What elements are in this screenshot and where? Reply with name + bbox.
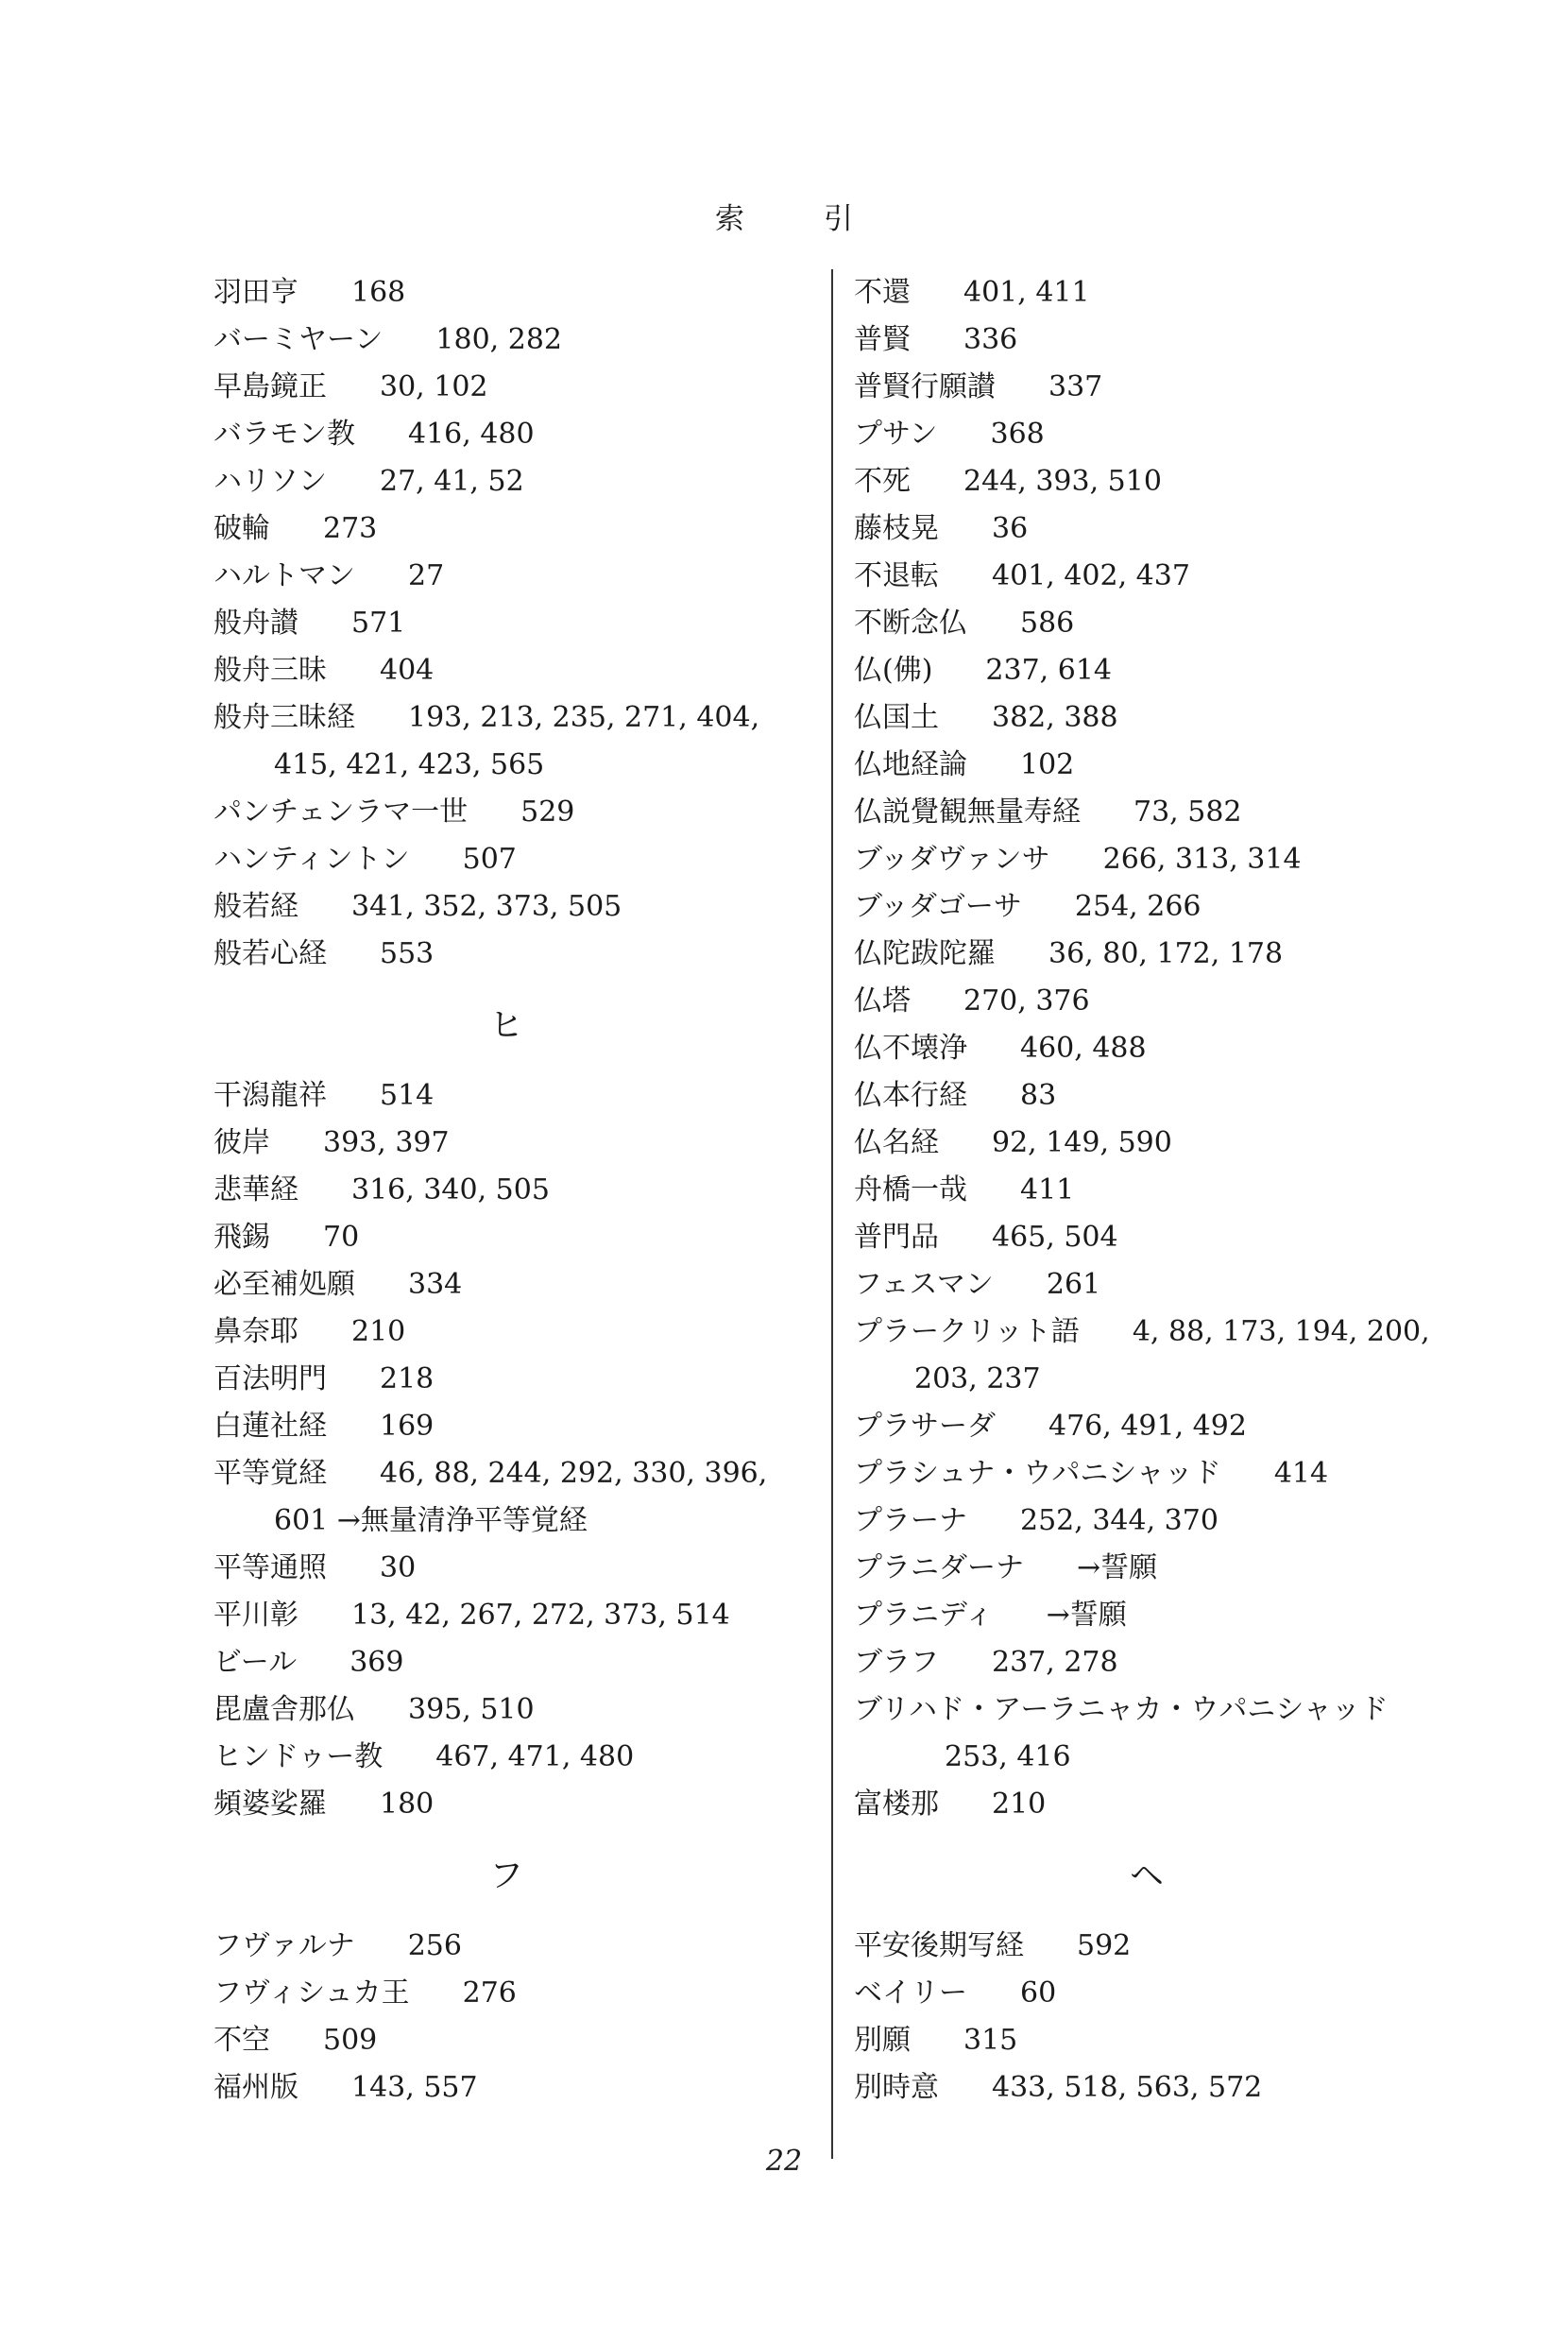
entry-term: ベイリー <box>854 1976 967 2010</box>
page-number: 22 <box>765 2145 803 2178</box>
entry-term: 仏(佛) <box>854 654 933 687</box>
entry-page-refs: 30 <box>380 1551 417 1584</box>
entry-term: 福州版 <box>213 2071 298 2104</box>
entry-term: プラーナ <box>854 1504 967 1537</box>
entry-term: 早島鏡正 <box>213 370 327 403</box>
index-entry <box>854 1450 1515 1497</box>
entry-term: 別時意 <box>854 2071 939 2104</box>
entry-term: パンチェンラマ一世 <box>213 796 469 829</box>
index-entry <box>854 978 1515 1025</box>
index-entry <box>213 317 875 364</box>
entry-page-refs: 467, 471, 480 <box>435 1740 635 1773</box>
entry-continuation: 415, 421, 423, 565 <box>274 748 545 781</box>
section-heading-hi: ヒ <box>488 1006 523 1045</box>
entry-term: 仏説覺観無量寿経 <box>854 796 1081 829</box>
entry-page-refs: →誓願 <box>1077 1551 1158 1584</box>
entry-term: 不還 <box>854 276 911 309</box>
entry-page-refs: 180, 282 <box>435 323 562 356</box>
index-entry <box>854 458 1515 505</box>
entry-term: 舟橋一哉 <box>854 1173 967 1206</box>
entry-page-refs: 571 <box>351 607 406 640</box>
index-entry <box>854 553 1515 600</box>
entry-term: フェスマン <box>854 1268 994 1301</box>
entry-page-refs: 168 <box>351 276 406 309</box>
entry-term: 般若心経 <box>213 937 327 970</box>
index-entry <box>854 2017 1515 2064</box>
index-entry <box>213 1450 875 1545</box>
entry-page-refs: 273 <box>323 512 378 545</box>
index-entry <box>854 1167 1515 1214</box>
entry-page-refs: 254, 266 <box>1074 890 1202 923</box>
entry-page-refs: 36, 80, 172, 178 <box>1048 937 1284 970</box>
entry-term: 飛錫 <box>213 1221 270 1254</box>
entry-page-refs: 237, 614 <box>985 654 1113 687</box>
entry-term: バラモン教 <box>213 418 355 451</box>
entry-term: 頻婆娑羅 <box>213 1788 327 1821</box>
index-entry <box>854 789 1515 836</box>
entry-term: ヒンドゥー教 <box>213 1740 383 1773</box>
index-entry <box>213 1214 875 1261</box>
entry-term: 仏陀跋陀羅 <box>854 937 996 970</box>
index-entry <box>854 317 1515 364</box>
index-entry <box>854 1309 1515 1403</box>
index-entry <box>854 1072 1515 1120</box>
entry-page-refs: 70 <box>323 1221 360 1254</box>
entry-term: プサン <box>854 418 938 451</box>
entry-term: プラークリット語 <box>854 1315 1080 1348</box>
entry-page-refs: 393, 397 <box>323 1126 450 1159</box>
entry-term: 普門品 <box>854 1221 939 1254</box>
entry-continuation: 253, 416 <box>945 1740 1071 1773</box>
entry-list-right-2 <box>854 1923 1515 2112</box>
index-entry <box>213 1592 875 1639</box>
entry-list-left-2 <box>213 1072 875 1828</box>
entry-term: ハルトマン <box>213 559 355 592</box>
index-entry <box>854 364 1515 411</box>
entry-page-refs: 416, 480 <box>408 418 535 451</box>
entry-term: フヴァルナ <box>213 1929 355 1962</box>
entry-page-refs: 592 <box>1077 1929 1132 1962</box>
entry-page-refs: 316, 340, 505 <box>351 1173 550 1206</box>
entry-page-refs: 334 <box>408 1268 463 1301</box>
index-entry <box>213 1545 875 1592</box>
entry-page-refs: 27 <box>408 559 445 592</box>
index-entry <box>213 364 875 411</box>
entry-term: 仏国土 <box>854 701 939 734</box>
entry-term: 悲華経 <box>213 1173 298 1206</box>
index-entry <box>213 553 875 600</box>
entry-page-refs: 315 <box>963 2024 1018 2057</box>
entry-term: 平等覚経 <box>213 1457 327 1490</box>
entry-page-refs: 368 <box>990 418 1045 451</box>
entry-page-refs: 4, 88, 173, 194, 200, <box>1132 1315 1430 1348</box>
index-column-right <box>854 269 1515 2112</box>
index-entry <box>213 789 875 836</box>
index-entry <box>213 1403 875 1450</box>
entry-term: 毘盧舎那仏 <box>213 1693 355 1726</box>
entry-page-refs: 252, 344, 370 <box>1020 1504 1219 1537</box>
index-entry <box>854 600 1515 647</box>
entry-page-refs: 13, 42, 267, 272, 373, 514 <box>351 1599 730 1632</box>
entry-list-right-1 <box>854 269 1515 1828</box>
entry-page-refs: 476, 491, 492 <box>1048 1410 1247 1443</box>
entry-term: 仏塔 <box>854 984 911 1018</box>
index-entry <box>213 883 875 931</box>
index-entry <box>213 1923 875 1970</box>
index-entry <box>854 931 1515 978</box>
entry-term: 般舟三昧 <box>213 654 327 687</box>
index-entry <box>854 1970 1515 2017</box>
entry-continuation: 601 →無量清浄平等覚経 <box>274 1504 588 1537</box>
entry-page-refs: →誓願 <box>1046 1599 1127 1632</box>
index-entry <box>213 1356 875 1403</box>
entry-term: 白蓮社経 <box>213 1410 327 1443</box>
entry-page-refs: 514 <box>380 1079 435 1112</box>
entry-page-refs: 60 <box>1020 1976 1057 2010</box>
index-entry <box>213 458 875 505</box>
entry-term: ハンティントン <box>213 843 410 876</box>
index-entry <box>213 2017 875 2064</box>
index-entry <box>854 411 1515 458</box>
entry-page-refs: 169 <box>380 1410 435 1443</box>
entry-page-refs: 270, 376 <box>963 984 1090 1018</box>
index-column-left <box>213 269 875 2112</box>
index-entry <box>854 2064 1515 2112</box>
entry-page-refs: 529 <box>520 796 575 829</box>
entry-page-refs: 336 <box>963 323 1018 356</box>
entry-page-refs: 401, 411 <box>963 276 1090 309</box>
index-entry <box>854 836 1515 883</box>
index-entry <box>854 1781 1515 1828</box>
entry-term: 普賢 <box>854 323 911 356</box>
entry-term: 鼻奈耶 <box>213 1315 298 1348</box>
entry-page-refs: 404 <box>380 654 435 687</box>
entry-term: 彼岸 <box>213 1126 270 1159</box>
entry-page-refs: 507 <box>462 843 517 876</box>
entry-page-refs: 102 <box>1020 748 1075 781</box>
entry-term: 般若経 <box>213 890 298 923</box>
entry-page-refs: 411 <box>1020 1173 1075 1206</box>
index-entry <box>213 2064 875 2112</box>
entry-page-refs: 256 <box>407 1929 462 1962</box>
index-entry <box>213 1970 875 2017</box>
entry-term: 百法明門 <box>213 1362 327 1395</box>
column-divider <box>831 269 833 2159</box>
entry-page-refs: 266, 313, 314 <box>1102 843 1302 876</box>
entry-term: 仏本行経 <box>854 1079 967 1112</box>
entry-term: 仏地経論 <box>854 748 967 781</box>
entry-page-refs: 73, 582 <box>1133 796 1242 829</box>
index-entry <box>213 1734 875 1781</box>
entry-page-refs: 237, 278 <box>992 1646 1118 1679</box>
index-entry <box>213 1686 875 1734</box>
index-entry <box>854 1545 1515 1592</box>
entry-term: 不死 <box>854 465 911 498</box>
index-entry <box>854 694 1515 742</box>
index-entry <box>213 1167 875 1214</box>
index-entry <box>213 931 875 978</box>
index-entry <box>213 694 875 789</box>
entry-term: 平安後期写経 <box>854 1929 1024 1962</box>
entry-term: 羽田亨 <box>213 276 298 309</box>
index-entry <box>213 411 875 458</box>
entry-term: プラニディ <box>854 1599 994 1632</box>
index-entry <box>213 647 875 694</box>
index-entry <box>854 1120 1515 1167</box>
entry-page-refs: 218 <box>380 1362 435 1395</box>
index-entry <box>213 1261 875 1309</box>
index-entry <box>854 1923 1515 1970</box>
entry-list-left-3 <box>213 1923 875 2112</box>
entry-term: 仏名経 <box>854 1126 939 1159</box>
entry-term: ブラフ <box>854 1646 939 1679</box>
entry-term: 不退転 <box>854 559 939 592</box>
entry-page-refs: 276 <box>462 1976 517 2010</box>
entry-page-refs: 180 <box>380 1788 435 1821</box>
entry-page-refs: 337 <box>1048 370 1103 403</box>
page-header: 索引 <box>715 202 932 236</box>
entry-term: 藤枝晃 <box>854 512 939 545</box>
entry-term: 富楼那 <box>854 1788 939 1821</box>
entry-page-refs: 553 <box>380 937 435 970</box>
index-entry <box>213 836 875 883</box>
entry-term: 般舟讃 <box>213 607 298 640</box>
entry-page-refs: 382, 388 <box>992 701 1118 734</box>
section-heading-fu: フ <box>488 1856 523 1895</box>
entry-term: フヴィシュカ王 <box>213 1976 410 2010</box>
entry-page-refs: 244, 393, 510 <box>963 465 1162 498</box>
entry-page-refs: 401, 402, 437 <box>992 559 1190 592</box>
index-entry <box>854 883 1515 931</box>
entry-term: ブッダゴーサ <box>854 890 1022 923</box>
entry-page-refs: 143, 557 <box>351 2071 478 2104</box>
index-entry <box>213 1309 875 1356</box>
index-entry <box>854 269 1515 317</box>
entry-page-refs: 83 <box>1020 1079 1057 1112</box>
entry-term: 不断念仏 <box>854 607 967 640</box>
entry-continuation: 203, 237 <box>914 1362 1041 1395</box>
entry-term: プラシュナ・ウパニシャッド <box>854 1457 1221 1490</box>
entry-page-refs: 414 <box>1273 1457 1329 1490</box>
index-entry <box>854 1403 1515 1450</box>
index-entry <box>213 269 875 317</box>
index-entry <box>854 1497 1515 1545</box>
index-entry <box>854 505 1515 553</box>
entry-page-refs: 460, 488 <box>1020 1032 1147 1065</box>
entry-term: 干潟龍祥 <box>213 1079 327 1112</box>
entry-term: プラサーダ <box>854 1410 996 1443</box>
entry-term: ビール <box>213 1646 298 1679</box>
index-entry <box>854 1214 1515 1261</box>
entry-list-left-1 <box>213 269 875 978</box>
index-entry <box>854 742 1515 789</box>
index-entry <box>213 1120 875 1167</box>
entry-term: 仏不壊浄 <box>854 1032 967 1065</box>
entry-page-refs: 395, 510 <box>408 1693 535 1726</box>
entry-term: プラニダーナ <box>854 1551 1024 1584</box>
index-entry <box>854 1686 1515 1781</box>
entry-term: バーミヤーン <box>213 323 383 356</box>
entry-page-refs: 586 <box>1020 607 1075 640</box>
entry-term: 必至補処願 <box>213 1268 355 1301</box>
entry-term: 平等通照 <box>213 1551 327 1584</box>
entry-term: 普賢行願讃 <box>854 370 996 403</box>
entry-page-refs: 509 <box>323 2024 378 2057</box>
entry-page-refs: 210 <box>351 1315 406 1348</box>
index-entry <box>854 1261 1515 1309</box>
entry-page-refs: 30, 102 <box>380 370 488 403</box>
entry-page-refs: 92, 149, 590 <box>992 1126 1172 1159</box>
index-entry <box>854 1025 1515 1072</box>
index-entry <box>854 1592 1515 1639</box>
entry-term: 般舟三昧経 <box>213 701 355 734</box>
entry-term: ブッダヴァンサ <box>854 843 1050 876</box>
index-entry <box>854 647 1515 694</box>
section-heading-he: ヘ <box>1129 1856 1164 1895</box>
entry-page-refs: 261 <box>1046 1268 1101 1301</box>
index-entry <box>854 1639 1515 1686</box>
entry-page-refs: 341, 352, 373, 505 <box>351 890 622 923</box>
index-entry <box>213 1072 875 1120</box>
entry-page-refs: 193, 213, 235, 271, 404, <box>408 701 760 734</box>
entry-page-refs: 27, 41, 52 <box>380 465 524 498</box>
entry-page-refs: 36 <box>992 512 1029 545</box>
entry-term: 破輪 <box>213 512 270 545</box>
entry-term: 不空 <box>213 2024 270 2057</box>
index-entry <box>213 1781 875 1828</box>
entry-page-refs: 210 <box>992 1788 1047 1821</box>
entry-term: 別願 <box>854 2024 911 2057</box>
entry-page-refs: 369 <box>349 1646 404 1679</box>
entry-page-refs: 433, 518, 563, 572 <box>992 2071 1263 2104</box>
entry-term: 平川彰 <box>213 1599 298 1632</box>
index-entry <box>213 505 875 553</box>
entry-page-refs: 465, 504 <box>992 1221 1118 1254</box>
entry-term: ハリソン <box>213 465 327 498</box>
entry-page-refs: 46, 88, 244, 292, 330, 396, <box>380 1457 768 1490</box>
index-entry <box>213 1639 875 1686</box>
index-entry <box>213 600 875 647</box>
entry-term: ブリハド・アーラニャカ・ウパニシャッド <box>854 1693 1389 1726</box>
